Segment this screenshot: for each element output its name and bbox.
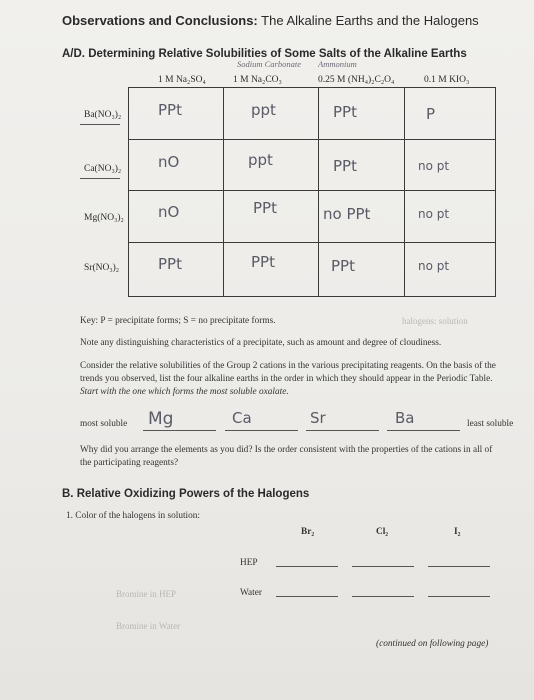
order-blank-1[interactable]: [143, 430, 216, 431]
handwritten-note-sodium-carbonate: Sodium Carbonate: [237, 59, 301, 69]
table-cell: no pt: [418, 259, 450, 273]
faint-bleed-text: Bromine in Water: [116, 621, 181, 631]
order-answer-2: Ca: [232, 409, 252, 427]
continued-footer: (continued on following page): [376, 639, 489, 649]
hep-cl2-blank[interactable]: [352, 566, 414, 567]
row-label-sr: Sr(NO₃)₂: [84, 263, 120, 273]
why-question: Why did you arrange the elements as you did? Is the order consistent with the properties of the cations in all of the participating reagents?: [80, 445, 493, 468]
table-cell: no pt: [418, 207, 450, 221]
row-label-water: Water: [240, 588, 262, 598]
order-blank-2[interactable]: [225, 430, 298, 431]
solubility-table: [128, 87, 496, 297]
faint-bleed-text: halogens: solution: [402, 316, 468, 326]
consider-text: Consider the relative solubilities of the Group 2 cations in the various precipitating reagents. On the basis of the trends you observed, list the four alkaline earths in the order in which they should appear in the Periodic Table. Start with the one which forms the most soluble oxalate.: [80, 361, 496, 397]
column-header-na2so4: 1 M Na₂SO₄: [158, 75, 206, 85]
item-1-text: 1. Color of the halogens in solution:: [66, 511, 201, 521]
table-cell: PPt: [251, 253, 275, 271]
hep-br2-blank[interactable]: [276, 566, 338, 567]
table-cell: ppt: [248, 151, 273, 169]
most-soluble-label: most soluble: [80, 419, 128, 429]
table-cell: PPt: [253, 199, 277, 217]
table-cell: PPt: [158, 255, 182, 273]
order-blank-3[interactable]: [306, 430, 379, 431]
column-header-i2: I₂: [454, 527, 461, 537]
least-soluble-label: least soluble: [467, 419, 514, 429]
column-header-br2: Br₂: [301, 527, 315, 537]
key-text: Key: P = precipitate forms; S = no precipitate forms.: [80, 316, 276, 326]
table-cell: PPt: [331, 257, 355, 275]
column-header-cl2: Cl₂: [376, 527, 389, 537]
water-br2-blank[interactable]: [276, 596, 338, 597]
order-answer-3: Sr: [310, 409, 326, 427]
table-cell: nO: [158, 153, 180, 171]
note-text: Note any distinguishing characteristics of a precipitate, such as amount and degree of cloudiness.: [80, 338, 442, 348]
table-cell: no pt: [418, 159, 450, 173]
row-label-underline: [80, 124, 120, 125]
water-i2-blank[interactable]: [428, 596, 490, 597]
order-blank-4[interactable]: [387, 430, 460, 431]
table-cell: PPt: [333, 103, 357, 121]
faint-bleed-text: Bromine in HEP: [116, 589, 176, 599]
section-a-heading: A/D. Determining Relative Solubilities of Some Salts of the Alkaline Earths: [62, 48, 467, 60]
handwritten-note-ammonium: Ammonium: [318, 59, 357, 69]
water-cl2-blank[interactable]: [352, 596, 414, 597]
table-cell: PPt: [333, 157, 357, 175]
row-label-ca: Ca(NO₃)₂: [84, 164, 122, 174]
column-header-na2co3: 1 M Na₂CO₃: [233, 75, 282, 85]
column-header-kio3: 0.1 M KIO₃: [424, 75, 470, 85]
table-cell: no PPt: [323, 205, 371, 223]
row-label-underline: [80, 178, 120, 179]
row-label-hep: HEP: [240, 558, 258, 568]
order-answer-4: Ba: [395, 409, 415, 427]
section-b-heading: B. Relative Oxidizing Powers of the Halogens: [62, 488, 310, 500]
table-cell: ppt: [251, 101, 276, 119]
table-cell: nO: [158, 203, 180, 221]
hep-i2-blank[interactable]: [428, 566, 490, 567]
table-cell: PPt: [158, 101, 182, 119]
page-title: Observations and Conclusions: The Alkaline Earths and the Halogens: [62, 13, 479, 28]
row-label-ba: Ba(NO₃)₂: [84, 110, 122, 120]
order-answer-1: Mg: [148, 409, 174, 429]
table-cell: P: [426, 105, 436, 123]
row-label-mg: Mg(NO₃)₂: [84, 213, 124, 223]
column-header-ammonium-oxalate: 0.25 M (NH₄)₂C₂O₄: [318, 75, 395, 85]
